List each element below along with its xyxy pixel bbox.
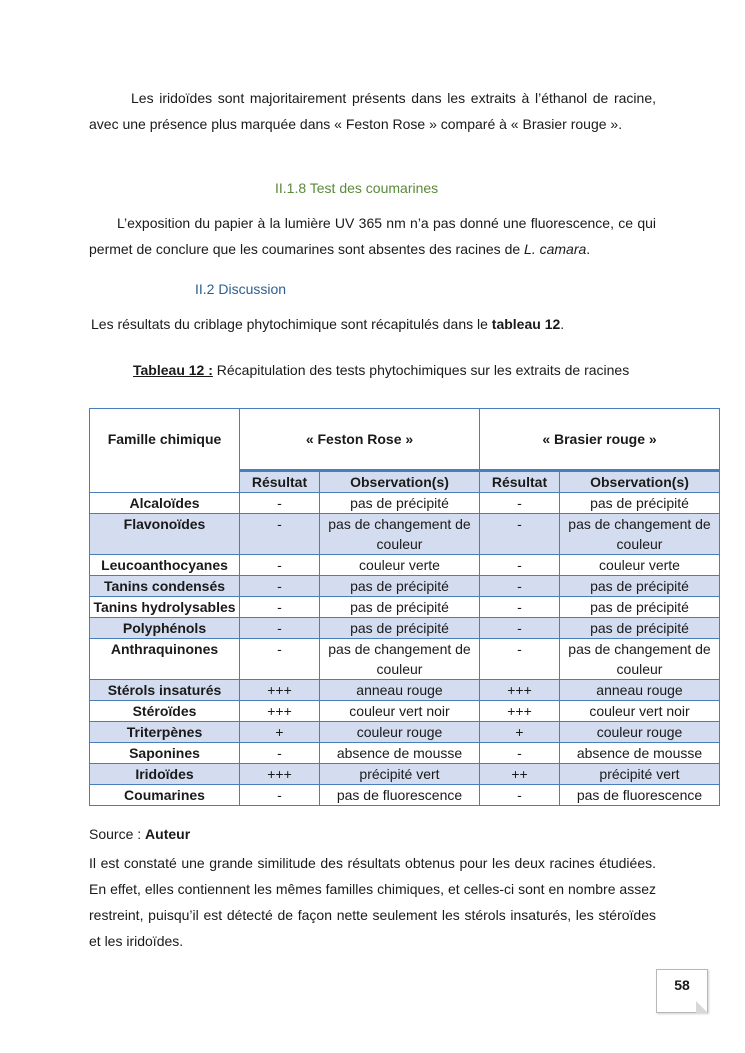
- result-cell: -: [240, 597, 320, 618]
- table-reference: tableau 12: [491, 316, 561, 332]
- observation-cell: anneau rouge: [320, 680, 480, 701]
- family-cell: Iridoïdes: [90, 764, 240, 785]
- observation-cell: couleur verte: [320, 555, 480, 576]
- observation-cell: couleur vert noir: [560, 701, 720, 722]
- result-cell: -: [480, 576, 560, 597]
- summary-text-end: .: [560, 316, 565, 332]
- result-cell: +: [240, 722, 320, 743]
- source-value: Auteur: [145, 826, 191, 842]
- header-result-1: Résultat: [240, 471, 320, 493]
- observation-cell: absence de mousse: [560, 743, 720, 764]
- summary-paragraph: [91, 311, 658, 337]
- caption-text: Récapitulation des tests phytochimiques sur les extraits de racines: [212, 362, 630, 378]
- observation-cell: pas de précipité: [320, 576, 480, 597]
- result-cell: -: [480, 493, 560, 514]
- table-row: [90, 680, 720, 701]
- result-cell: -: [480, 743, 560, 764]
- header-result-2: Résultat: [480, 471, 560, 493]
- caption-label: Tableau 12 :: [133, 362, 213, 378]
- result-cell: ++: [480, 764, 560, 785]
- table-source: [89, 826, 190, 842]
- observation-cell: pas de précipité: [560, 576, 720, 597]
- result-cell: -: [480, 639, 560, 680]
- family-cell: Flavonoïdes: [90, 514, 240, 555]
- observation-cell: précipité vert: [320, 764, 480, 785]
- observation-cell: pas de précipité: [320, 597, 480, 618]
- header-observation-1: Observation(s): [320, 471, 480, 493]
- table-caption: [133, 362, 629, 378]
- phytochemical-table: [89, 408, 720, 806]
- result-cell: +++: [240, 764, 320, 785]
- page-number-box: [656, 969, 708, 1013]
- family-cell: Stérols insaturés: [90, 680, 240, 701]
- family-cell: Stéroïdes: [90, 701, 240, 722]
- table-row: [90, 618, 720, 639]
- result-cell: -: [480, 514, 560, 555]
- summary-text: Les résultats du criblage phytochimique sont récapitulés dans le: [91, 316, 492, 332]
- observation-cell: couleur verte: [560, 555, 720, 576]
- observation-cell: pas de fluorescence: [560, 785, 720, 806]
- result-cell: +: [480, 722, 560, 743]
- coumarines-text: L’exposition du papier à la lumière UV 365 nm n’a pas donné une fluorescence, ce qui permet de conclure que les coumarines sont absentes des racines de: [89, 215, 656, 257]
- family-cell: Alcaloïdes: [90, 493, 240, 514]
- observation-cell: couleur rouge: [560, 722, 720, 743]
- family-cell: Coumarines: [90, 785, 240, 806]
- observation-cell: pas de changement de couleur: [560, 514, 720, 555]
- table-row: [90, 493, 720, 514]
- family-cell: Saponines: [90, 743, 240, 764]
- section-heading-discussion: II.2 Discussion: [195, 281, 287, 297]
- observation-cell: pas de précipité: [320, 493, 480, 514]
- observation-cell: précipité vert: [560, 764, 720, 785]
- result-cell: +++: [480, 701, 560, 722]
- header-brasier-rouge: « Brasier rouge »: [480, 409, 720, 471]
- observation-cell: couleur rouge: [320, 722, 480, 743]
- coumarines-paragraph: [89, 210, 656, 262]
- table-row: [90, 722, 720, 743]
- table-row: [90, 555, 720, 576]
- family-cell: Tanins hydrolysables: [90, 597, 240, 618]
- observation-cell: pas de précipité: [560, 618, 720, 639]
- coumarines-text-end: .: [586, 241, 591, 257]
- result-cell: -: [240, 493, 320, 514]
- table-row: [90, 785, 720, 806]
- result-cell: -: [480, 618, 560, 639]
- table-row: [90, 639, 720, 680]
- result-cell: +++: [240, 701, 320, 722]
- result-cell: -: [240, 785, 320, 806]
- species-name: L. camara: [524, 241, 587, 257]
- table-row: [90, 576, 720, 597]
- source-label: Source :: [89, 826, 146, 842]
- result-cell: -: [480, 597, 560, 618]
- header-observation-2: Observation(s): [560, 471, 720, 493]
- observation-cell: pas de précipité: [560, 493, 720, 514]
- observation-cell: pas de changement de couleur: [320, 639, 480, 680]
- result-cell: -: [480, 785, 560, 806]
- observation-cell: absence de mousse: [320, 743, 480, 764]
- result-cell: -: [240, 743, 320, 764]
- family-cell: Triterpènes: [90, 722, 240, 743]
- table-row: [90, 597, 720, 618]
- result-cell: -: [240, 576, 320, 597]
- family-cell: Polyphénols: [90, 618, 240, 639]
- table-row: [90, 743, 720, 764]
- page-number: 58: [674, 977, 690, 993]
- observation-cell: pas de changement de couleur: [320, 514, 480, 555]
- observation-cell: couleur vert noir: [320, 701, 480, 722]
- result-cell: -: [240, 639, 320, 680]
- header-family: Famille chimique: [90, 409, 240, 493]
- observation-cell: pas de précipité: [560, 597, 720, 618]
- observation-cell: pas de changement de couleur: [560, 639, 720, 680]
- table-row: [90, 701, 720, 722]
- header-feston-rose: « Feston Rose »: [240, 409, 480, 471]
- intro-paragraph: Les iridoïdes sont majoritairement présents dans les extraits à l’éthanol de racine, avec une présence plus marquée dans « Feston Rose » comparé à « Brasier rouge ».: [89, 90, 656, 132]
- page-corner-fold: [696, 1001, 708, 1013]
- result-cell: -: [240, 618, 320, 639]
- result-cell: -: [240, 514, 320, 555]
- section-heading-coumarines: II.1.8 Test des coumarines: [275, 180, 439, 196]
- family-cell: Anthraquinones: [90, 639, 240, 680]
- result-cell: +++: [240, 680, 320, 701]
- table-row: [90, 514, 720, 555]
- family-cell: Leucoanthocyanes: [90, 555, 240, 576]
- observation-cell: pas de fluorescence: [320, 785, 480, 806]
- result-cell: -: [480, 555, 560, 576]
- table-row: [90, 764, 720, 785]
- conclusion-paragraph: Il est constaté une grande similitude des résultats obtenus pour les deux racines étudiées. En effet, elles contiennent les mêmes familles chimiques, et celles-ci sont en nombre assez restreint, puisqu’il est détecté de façon nette seulement les stérols insaturés, les stéroïdes et les iridoïdes.: [89, 855, 656, 949]
- observation-cell: pas de précipité: [320, 618, 480, 639]
- result-cell: +++: [480, 680, 560, 701]
- family-cell: Tanins condensés: [90, 576, 240, 597]
- result-cell: -: [240, 555, 320, 576]
- observation-cell: anneau rouge: [560, 680, 720, 701]
